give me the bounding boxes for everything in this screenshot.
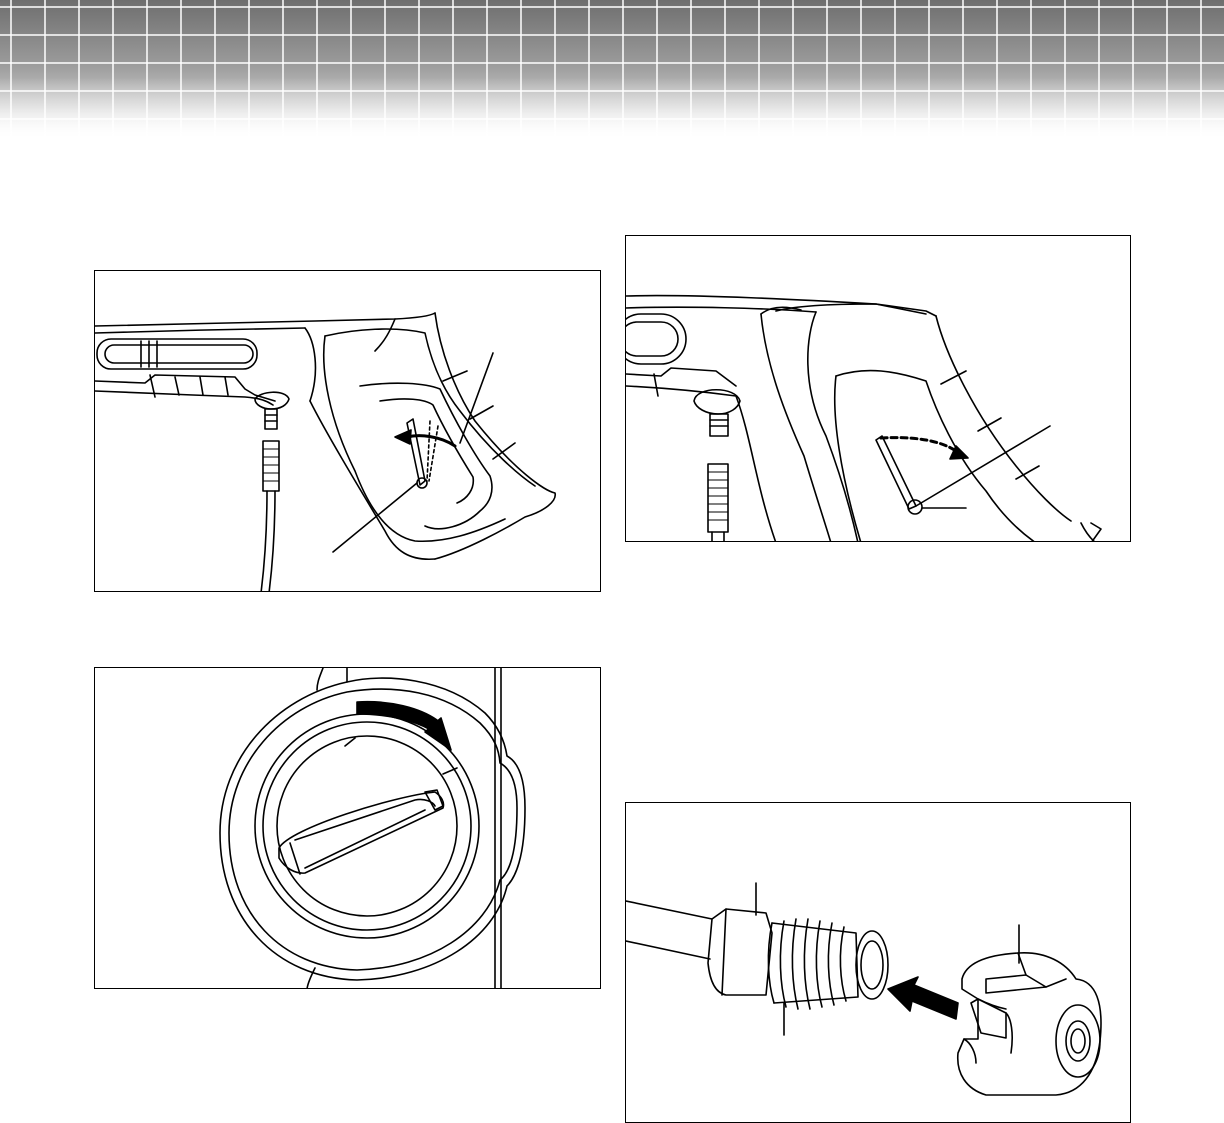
figure-hose-connection-rotate xyxy=(94,667,601,989)
connector-cap-icon xyxy=(95,668,601,989)
figure-trigger-lock-engaged xyxy=(94,270,601,592)
nozzle-tip-icon xyxy=(626,803,1131,1123)
figure-trigger-lock-released xyxy=(625,235,1131,542)
spray-gun-handle-icon xyxy=(95,271,601,592)
header-band xyxy=(0,0,1224,140)
figure-nozzle-tip-attach xyxy=(625,802,1131,1123)
trigger-lock-lever-icon xyxy=(626,236,1131,542)
